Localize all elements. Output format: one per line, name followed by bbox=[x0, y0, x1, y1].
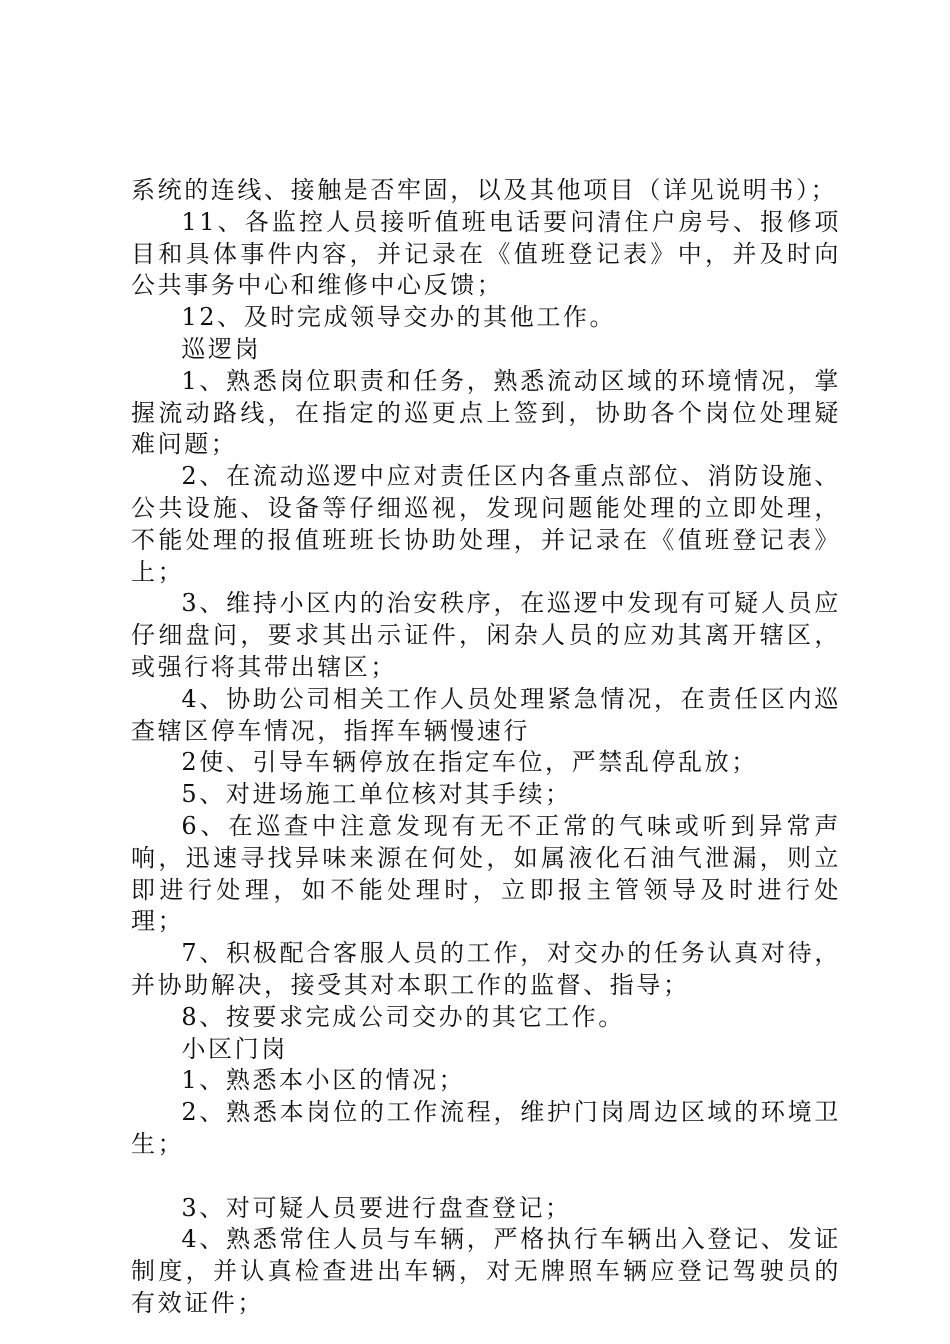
paragraph-continuation: 系统的连线、接触是否牢固，以及其他项目（详见说明书）； bbox=[131, 176, 838, 204]
paragraph-gate-3: 3、对可疑人员要进行盘查登记； bbox=[181, 1193, 572, 1222]
paragraph-patrol-8: 8、按要求完成公司交办的其它工作。 bbox=[181, 1002, 625, 1031]
paragraph-item-12: 12、及时完成领导交办的其他工作。 bbox=[181, 303, 617, 332]
paragraph-patrol-2: 2、在流动巡逻中应对责任区内各重点部位、消防设施、公共设施、设备等仔细巡视，发现问题能处理的立即处理，不能处理的报值班班长协助处理，并记录在《值班登记表》上； bbox=[131, 462, 841, 586]
paragraph-patrol-1: 1、熟悉岗位职责和任务，熟悉流动区域的环境情况，掌握流动路线，在指定的巡更点上签到，协助各个岗位处理疑难问题； bbox=[131, 366, 841, 459]
paragraph-patrol-3: 3、维持小区内的治安秩序，在巡逻中发现有可疑人员应仔细盘问，要求其出示证件，闲杂人员的应劝其离开辖区，或强行将其带出辖区； bbox=[131, 589, 841, 681]
paragraph-patrol-4-continued: 2使、引导车辆停放在指定车位，严禁乱停乱放； bbox=[181, 748, 758, 777]
section-heading-patrol: 巡逻岗 bbox=[181, 334, 262, 363]
paragraph-gate-4: 4、熟悉常住人员与车辆，严格执行车辆出入登记、发证制度，并认真检查进出车辆，对无牌照车辆应登记驾驶员的有效证件； bbox=[131, 1225, 841, 1317]
paragraph-patrol-7: 7、积极配合客服人员的工作，对交办的任务认真对待，并协助解决，接受其对本职工作的监督、指导； bbox=[131, 939, 841, 999]
section-heading-gate: 小区门岗 bbox=[181, 1034, 288, 1063]
document-page bbox=[131, 175, 841, 1320]
paragraph-item-11: 11、各监控人员接听值班电话要问清住户房号、报修项目和具体事件内容，并记录在《值班登记表》中，并及时向公共事务中心和维修中心反馈； bbox=[131, 207, 841, 300]
blank-line bbox=[131, 1161, 841, 1193]
paragraph-patrol-5: 5、对进场施工单位核对其手续； bbox=[181, 780, 572, 809]
paragraph-gate-2: 2、熟悉本岗位的工作流程，维护门岗周边区域的环境卫生； bbox=[131, 1098, 841, 1158]
paragraph-patrol-6: 6、在巡查中注意发现有无不正常的气味或听到异常声响，迅速寻找异味来源在何处，如属液化石油气泄漏，则立即进行处理，如不能处理时，立即报主管领导及时进行处理； bbox=[131, 811, 841, 936]
paragraph-gate-1: 1、熟悉本小区的情况； bbox=[181, 1066, 466, 1095]
paragraph-patrol-4: 4、协助公司相关工作人员处理紧急情况，在责任区内巡查辖区停车情况，指挥车辆慢速行 bbox=[131, 684, 841, 745]
